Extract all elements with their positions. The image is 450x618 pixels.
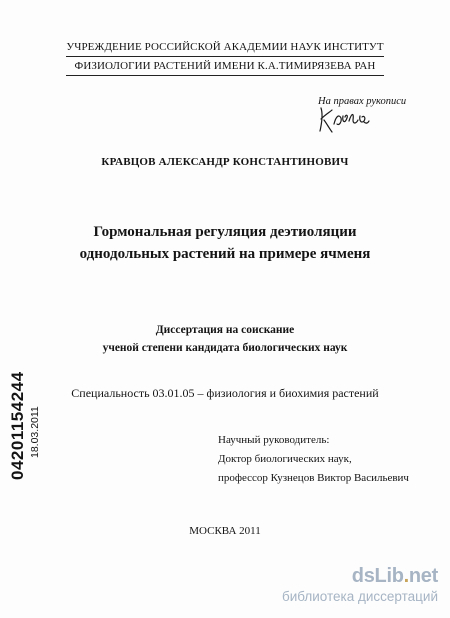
watermark-name-part1: dsLib xyxy=(351,565,404,587)
institution-underline-2 xyxy=(66,75,384,76)
title-line-2: однодольных растений на примере ячменя xyxy=(79,246,371,262)
institution-line-2: ФИЗИОЛОГИИ РАСТЕНИЙ ИМЕНИ К.А.ТИМИРЯЗЕВА РАН xyxy=(74,60,376,72)
city-year: МОСКВА 2011 xyxy=(189,525,261,537)
registration-number: 04201154244 xyxy=(8,371,27,480)
watermark xyxy=(282,565,438,605)
supervisor-heading: Научный руководитель: xyxy=(218,434,330,446)
title-line-1: Гормональная регуляция деэтиоляции xyxy=(93,224,357,240)
registration-date: 18.03.2011 xyxy=(29,406,41,458)
watermark-name-part2: net xyxy=(408,565,438,587)
specialty: Специальность 03.01.05 – физиология и биохимия растений xyxy=(71,386,379,400)
watermark-subtitle: библиотека диссертаций xyxy=(281,589,438,604)
institution-underline-1 xyxy=(66,56,384,57)
watermark-logo xyxy=(282,565,438,587)
watermark-dot: . xyxy=(403,565,409,587)
institution-line-1: УЧРЕЖДЕНИЕ РОССИЙСКОЙ АКАДЕМИИ НАУК ИНСТИТУТ xyxy=(66,41,384,53)
supervisor-degree: Доктор биологических наук, xyxy=(218,453,352,465)
supervisor-name: профессор Кузнецов Виктор Васильевич xyxy=(218,472,409,484)
author-name: КРАВЦОВ АЛЕКСАНДР КОНСТАНТИНОВИЧ xyxy=(101,156,349,168)
manuscript-note: На правах рукописи xyxy=(318,96,407,107)
degree-line-1: Диссертация на соискание xyxy=(155,324,295,336)
degree-line-2: ученой степени кандидата биологических наук xyxy=(102,342,348,354)
author-signature xyxy=(318,104,370,134)
